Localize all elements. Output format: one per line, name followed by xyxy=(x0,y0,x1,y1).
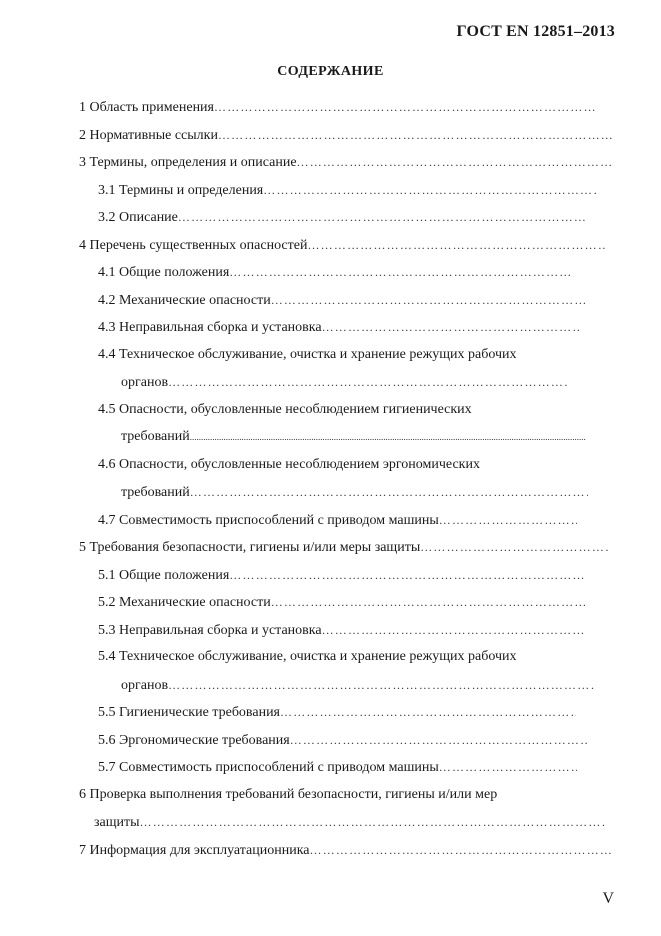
toc-entry-continuation[interactable] xyxy=(121,373,568,391)
toc-entry-text: 7 Информация для эксплуатационника xyxy=(79,843,310,858)
toc-entry[interactable] xyxy=(79,786,559,804)
toc-entry-text: 5.1 Общие положения xyxy=(98,568,230,583)
toc-entry-continuation[interactable] xyxy=(121,428,586,446)
toc-entry-text: 6 Проверка выполнения требований безопасности, гигиены и/или мер xyxy=(79,787,498,802)
dot-leader xyxy=(218,126,614,144)
dot-leader xyxy=(297,153,612,171)
toc-entry[interactable] xyxy=(79,98,596,116)
toc-entry-continuation[interactable] xyxy=(121,483,588,501)
dot-leader xyxy=(168,373,568,391)
toc-entry[interactable] xyxy=(98,621,586,639)
toc-entry-text: 3.2 Описание xyxy=(98,210,178,225)
toc-entry[interactable] xyxy=(79,236,607,254)
toc-entry-text: 5.5 Гигиенические требования xyxy=(98,705,280,720)
dot-leader xyxy=(280,703,576,721)
toc-entry-continuation[interactable] xyxy=(94,813,605,831)
dot-leader xyxy=(214,98,596,116)
toc-entry[interactable] xyxy=(98,456,548,474)
toc-entry[interactable] xyxy=(98,648,578,666)
toc-entry-text: 5.3 Неправильная сборка и установка xyxy=(98,623,322,638)
toc-entry[interactable] xyxy=(98,593,588,611)
toc-entry-text: 5.7 Совместимость приспособлений с приводом машины xyxy=(98,760,439,775)
toc-entry-text: 3.1 Термины и определения xyxy=(98,183,264,198)
toc-entry-text: 4.2 Механические опасности xyxy=(98,293,271,308)
toc-entry-text: 4.4 Техническое обслуживание, очистка и хранение режущих рабочих xyxy=(98,347,517,362)
toc-entry-text: 4.7 Совместимость приспособлений с приводом машины xyxy=(98,513,439,528)
dot-leader xyxy=(168,676,594,694)
dot-leader xyxy=(190,483,588,501)
dot-leader xyxy=(322,621,586,639)
dot-leader xyxy=(190,428,586,446)
dot-leader xyxy=(178,208,585,226)
toc-entry-text: требований xyxy=(121,485,190,500)
toc-entry-text: 5.2 Механические опасности xyxy=(98,595,271,610)
document-code: ГОСТ EN 12851–2013 xyxy=(456,23,615,40)
toc-entry[interactable] xyxy=(79,126,614,144)
toc-entry[interactable] xyxy=(98,318,581,336)
toc-entry-text: 4 Перечень существенных опасностей xyxy=(79,238,308,253)
dot-leader xyxy=(263,181,598,199)
toc-entry-text: 4.5 Опасности, обусловленные несоблюдением гигиенических xyxy=(98,402,472,417)
page-number: V xyxy=(602,890,614,907)
toc-entry[interactable] xyxy=(98,263,573,281)
toc-entry-text: 5.6 Эргономические требования xyxy=(98,733,290,748)
toc-title: СОДЕРЖАНИЕ xyxy=(277,64,384,79)
toc-entry[interactable] xyxy=(98,346,578,364)
dot-leader xyxy=(439,511,577,529)
toc-entry[interactable] xyxy=(98,401,538,419)
toc-entry-text: 4.1 Общие положения xyxy=(98,265,230,280)
toc-entry-text: 4.6 Опасности, обусловленные несоблюдением эргономических xyxy=(98,457,480,472)
dot-leader xyxy=(322,318,581,336)
toc-entry-text: 2 Нормативные ссылки xyxy=(79,128,218,143)
toc-entry-text: 4.3 Неправильная сборка и установка xyxy=(98,320,322,335)
toc-entry[interactable] xyxy=(98,731,588,749)
toc-entry-text: органов xyxy=(121,375,169,390)
toc-entry-text: органов xyxy=(121,678,169,693)
toc-entry[interactable] xyxy=(98,511,577,529)
toc-entry[interactable] xyxy=(98,758,577,776)
toc-entry[interactable] xyxy=(98,291,585,309)
dot-leader xyxy=(310,841,611,859)
dot-leader xyxy=(271,593,588,611)
toc-entry-text: защиты xyxy=(94,815,140,830)
toc-entry[interactable] xyxy=(98,181,598,199)
dot-leader xyxy=(140,813,605,831)
toc-entry-text: 5 Требования безопасности, гигиены и/или меры защиты xyxy=(79,540,421,555)
dot-leader xyxy=(420,538,608,556)
toc-entry[interactable] xyxy=(98,566,586,584)
toc-entry-text: 1 Область применения xyxy=(79,100,214,115)
toc-entry-text: 3 Термины, определения и описание xyxy=(79,155,297,170)
dot-leader xyxy=(271,291,585,309)
toc-entry[interactable] xyxy=(79,538,608,556)
dot-leader xyxy=(307,236,607,254)
toc-entry[interactable] xyxy=(98,208,585,226)
toc-entry-text: 5.4 Техническое обслуживание, очистка и хранение режущих рабочих xyxy=(98,649,517,664)
dot-leader xyxy=(229,263,573,281)
toc-entry-text: требований xyxy=(121,429,190,444)
dot-leader xyxy=(229,566,586,584)
toc-entry-continuation[interactable] xyxy=(121,676,594,694)
toc-entry[interactable] xyxy=(79,841,611,859)
toc-entry[interactable] xyxy=(79,153,612,171)
dot-leader xyxy=(290,731,588,749)
toc-entry[interactable] xyxy=(98,703,576,721)
dot-leader xyxy=(439,758,577,776)
